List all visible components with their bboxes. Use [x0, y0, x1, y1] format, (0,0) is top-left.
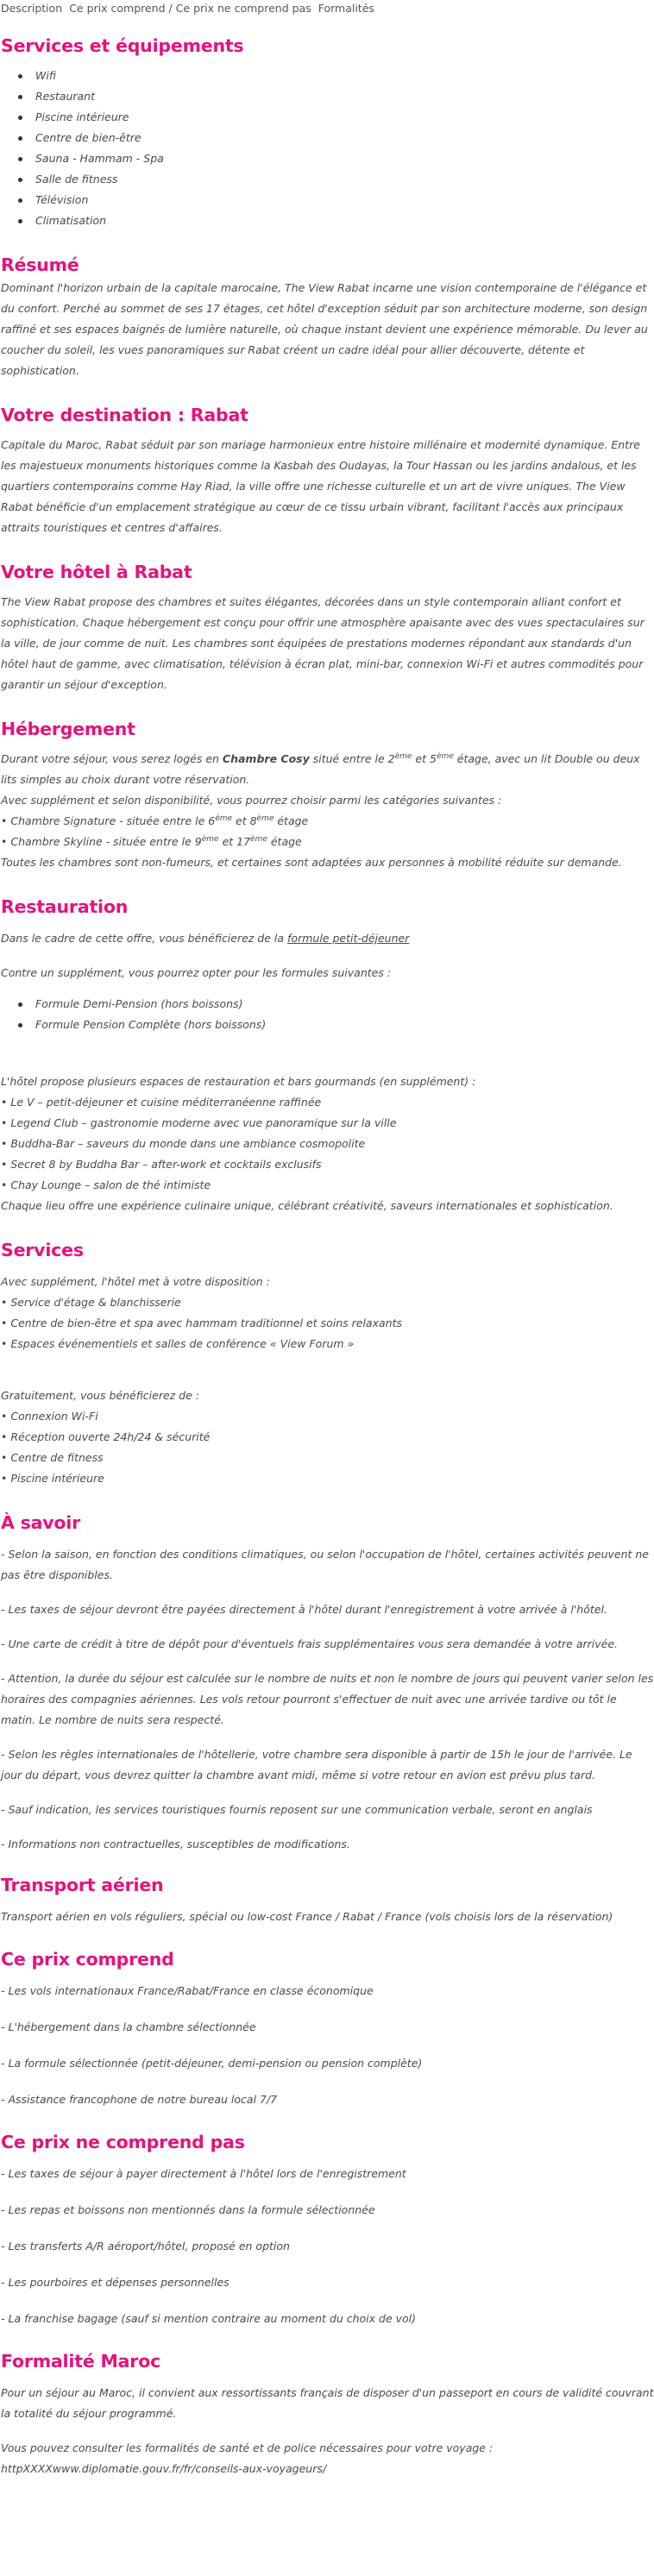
formule-link[interactable]: formule petit-déjeuner [287, 932, 410, 945]
list-item: - Informations non contractuelles, susceptibles de modifications. [1, 1838, 350, 1850]
restauration-outro: Chaque lieu offre une expérience culinaire unique, célébrant créativité, saveurs internationales et sophistication. [1, 1199, 613, 1212]
list-item: • Service d'étage & blanchisserie [1, 1296, 181, 1309]
ne-comprend-title: Ce prix ne comprend pas [1, 2132, 245, 2152]
comprend-title: Ce prix comprend [1, 1949, 174, 1970]
list-item: - Les repas et boissons non mentionnés dans la formule sélectionnée [1, 2203, 375, 2216]
ne-comprend-list [1, 2164, 654, 2329]
list-item: Centre de bien-être [35, 128, 654, 148]
tab-prix[interactable]: Ce prix comprend / Ce prix ne comprend pas [69, 2, 311, 15]
list-item: - Sauf indication, les services touristiques fournis reposent sur une communication verbale, seront en anglais [1, 1803, 593, 1816]
list-item: Formule Demi-Pension (hors boissons) [35, 994, 654, 1015]
transport-text: Transport aérien en vols réguliers, spécial ou low-cost France / Rabat / France (vols choisis lors de la réservation) [1, 1910, 613, 1923]
equipements-list [35, 66, 654, 231]
hebergement-intro: Durant votre séjour, vous serez logés en Chambre Cosy situé entre le 2ème et 5ème étage, avec un lit Double ou deux lits simples au choix durant votre réservation. [1, 751, 640, 786]
restauration-intro: Dans le cadre de cette offre, vous bénéficierez de la formule petit-déjeuner [1, 932, 410, 945]
services-title: Services [1, 1240, 84, 1260]
list-item: Formule Pension Complète (hors boissons) [35, 1015, 654, 1035]
list-item: Wifi [35, 66, 654, 86]
list-item: - Les taxes de séjour à payer directement à l'hôtel lors de l'enregistrement [1, 2167, 406, 2180]
resume-text: Dominant l'horizon urbain de la capitale marocaine, The View Rabat incarne une vision contemporaine de l'élégance et du confort. Perché au sommet de ses 17 étages, cet hôtel d'exception séduit par son architecture moderne, son design raffiné et ses espaces baignés de lumière naturelle, où chaque instant devient une expérience mémorable. Du lever au coucher du soleil, les vues panoramiques sur Rabat créent un cadre idéal pour allier découverte, détente et sophistication. [1, 281, 648, 377]
resume-title: Résumé [1, 254, 79, 275]
list-item: - Assistance francophone de notre bureau local 7/7 [1, 2093, 278, 2106]
list-item: - Selon les règles internationales de l'hôtellerie, votre chambre sera disponible à partir de 15h le jour de l'arrivée. Le jour du départ, vous devrez quitter la chambre avant midi, même si votre retour en avion est prévu plus tard. [1, 1748, 632, 1781]
list-item: • Legend Club – gastronomie moderne avec vue panoramique sur la ville [1, 1116, 397, 1129]
hotel-text: The View Rabat propose des chambres et suites élégantes, décorées dans un style contemporain alliant confort et sophistication. Chaque hébergement est conçu pour offrir une atmosphère apaisante avec des vues spectaculaires sur la ville, de jour comme de nuit. Les chambres sont équipées de prestations modernes répondant aux standards d'un hôtel haut de gamme, avec climatisation, télévision à écran plat, mini-bar, connexion Wi-Fi et autres commodités pour garantir un séjour d'exception. [1, 595, 645, 691]
list-item: - Les taxes de séjour devront être payées directement à l'hôtel durant l'enregistrement à votre arrivée à l'hôtel. [1, 1603, 607, 1616]
tab-bar [1, 0, 654, 17]
list-item: - L'hébergement dans la chambre sélectionnée [1, 2020, 256, 2033]
services-supp-intro: Avec supplément, l'hôtel met à votre disposition : [1, 1275, 270, 1288]
hebergement-note: Toutes les chambres sont non-fumeurs, et certaines sont adaptées aux personnes à mobilité réduite sur demande. [1, 856, 622, 869]
room-skyline: • Chambre Skyline - située entre le 9ème et 17ème étage [1, 834, 302, 848]
list-item: • Centre de bien-être et spa avec hammam traditionnel et soins relaxants [1, 1316, 402, 1329]
list-item: • Le V – petit-déjeuner et cuisine méditerranéenne raffinée [1, 1096, 322, 1109]
list-item: • Piscine intérieure [1, 1472, 104, 1485]
savoir-title: À savoir [1, 1512, 81, 1533]
destination-text: Capitale du Maroc, Rabat séduit par son mariage harmonieux entre histoire millénaire et modernité dynamique. Entre les majestueux monuments historiques comme la Kasbah des Oudayas, la Tour Hassan ou les jardins andalous, et les quartiers contemporains comme Hay Riad, la ville offre une richesse culturelle et un art de vivre uniques. The View Rabat bénéficie d'un emplacement stratégique au cœur de ce tissu urbain vibrant, facilitant l'accès aux principaux attraits touristiques et centres d'affaires. [1, 438, 640, 534]
destination-title: Votre destination : Rabat [1, 405, 248, 425]
restauration-supp: Contre un supplément, vous pourrez opter pour les formules suivantes : [1, 966, 392, 979]
list-item: Piscine intérieure [35, 107, 654, 128]
list-item: • Centre de fitness [1, 1451, 104, 1464]
list-item: - Une carte de crédit à titre de dépôt pour d'éventuels frais supplémentaires vous sera demandée à votre arrivée. [1, 1637, 619, 1650]
formules-list [35, 994, 654, 1035]
transport-title: Transport aérien [1, 1875, 164, 1895]
list-item: - Selon la saison, en fonction des conditions climatiques, ou selon l'occupation de l'hôtel, certaines activités peuvent ne pas être disponibles. [1, 1548, 650, 1581]
equipements-title: Services et équipements [1, 35, 244, 56]
formalite-text: Pour un séjour au Maroc, il convient aux ressortissants français de disposer d'un passeport en cours de validité couvrant la totalité du séjour programmé. [1, 2386, 654, 2420]
savoir-list [1, 1544, 654, 1855]
restauration-title: Restauration [1, 896, 129, 917]
list-item: Salle de fitness [35, 169, 654, 190]
list-item: • Espaces événementiels et salles de conférence « View Forum » [1, 1337, 355, 1350]
hotel-title: Votre hôtel à Rabat [1, 562, 192, 582]
list-item: - Les pourboires et dépenses personnelles [1, 2276, 230, 2289]
services-free-intro: Gratuitement, vous bénéficierez de : [1, 1389, 199, 1402]
list-item: - La franchise bagage (sauf si mention contraire au moment du choix de vol) [1, 2312, 417, 2325]
formalite-consult: Vous pouvez consulter les formalités de santé et de police nécessaires pour votre voyage : [1, 2441, 494, 2454]
list-item: - Les transferts A/R aéroport/hôtel, proposé en option [1, 2240, 290, 2252]
list-item: • Buddha-Bar – saveurs du monde dans une ambiance cosmopolite [1, 1137, 366, 1150]
list-item: • Connexion Wi-Fi [1, 1410, 98, 1423]
room-name: Chambre Cosy [222, 752, 310, 765]
tab-description[interactable]: Description [1, 2, 63, 15]
list-item: • Chay Lounge – salon de thé intimiste [1, 1178, 211, 1191]
list-item: - La formule sélectionnée (petit-déjeuner, demi-pension ou pension complète) [1, 2057, 423, 2070]
list-item: Télévision [35, 190, 654, 210]
tab-formalites[interactable]: Formalités [318, 2, 374, 15]
hebergement-supplement: Avec supplément et selon disponibilité, vous pourrez choisir parmi les catégories suivantes : [1, 794, 502, 807]
list-item: Sauna - Hammam - Spa [35, 148, 654, 169]
room-signature: • Chambre Signature - située entre le 6ème et 8ème étage [1, 814, 309, 827]
list-item: • Réception ouverte 24h/24 & sécurité [1, 1430, 211, 1443]
formalite-url-link[interactable]: httpXXXXwww.diplomatie.gouv.fr/fr/conseils-aux-voyageurs/ [1, 2462, 327, 2475]
formalite-title: Formalité Maroc [1, 2351, 161, 2372]
list-item: • Secret 8 by Buddha Bar – after-work et cocktails exclusifs [1, 1158, 322, 1171]
list-item: Climatisation [35, 210, 654, 231]
list-item: - Attention, la durée du séjour est calculée sur le nombre de nuits et non le nombre de jours qui peuvent varier selon les horaires des compagnies aériennes. Les vols retour pourront s'effectuer de nuit avec une arrivée tardive ou tôt le matin. Le nombre de nuits sera respecté. [1, 1672, 654, 1726]
espaces-intro: L'hôtel propose plusieurs espaces de restauration et bars gourmands (en supplément) : [1, 1075, 476, 1088]
list-item: - Les vols internationaux France/Rabat/France en classe économique [1, 1984, 374, 1997]
hebergement-title: Hébergement [1, 719, 135, 739]
comprend-list [1, 1981, 654, 2110]
list-item: Restaurant [35, 86, 654, 107]
